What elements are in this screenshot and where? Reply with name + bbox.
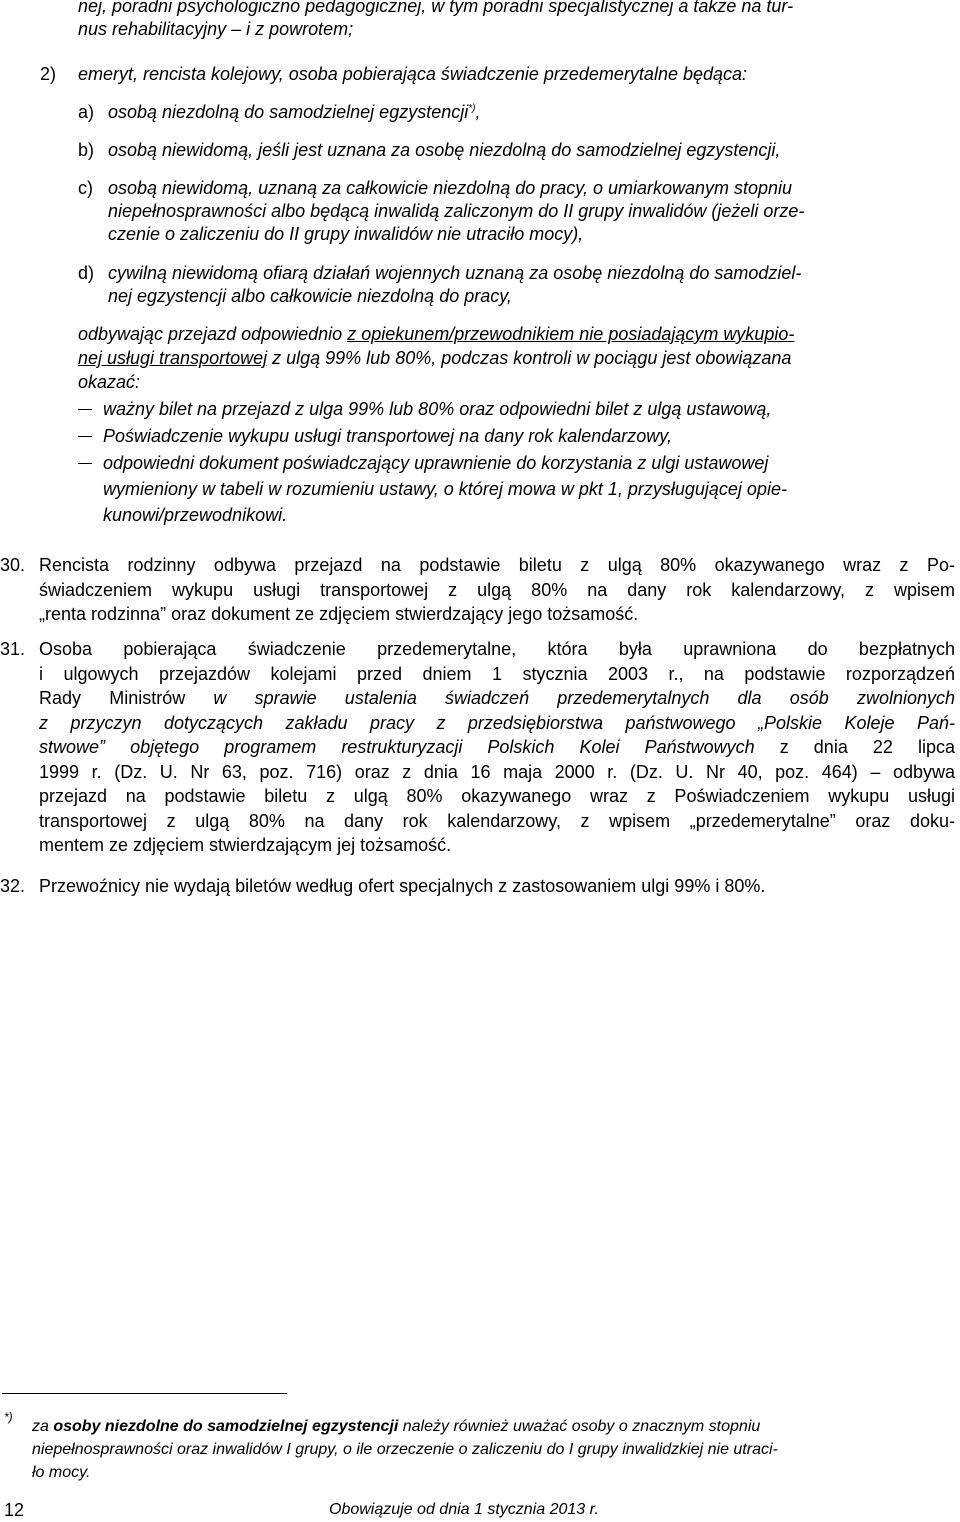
bullet-dash-3 bbox=[78, 463, 92, 464]
footnote-separator bbox=[2, 1393, 287, 1394]
subitem-b-text: osobą niewidomą, jeśli jest uznana za osobę niezdolną do samodzielnej egzystencji, bbox=[108, 140, 781, 160]
item-2-label: 2) bbox=[40, 64, 57, 84]
subitem-c-line-3: czenie o zaliczeniu do II grupy inwalidów nie utraciło mocy), bbox=[108, 224, 584, 244]
bullet-3-line-2: wymieniony w tabeli w rozumieniu ustawy, o której mowa w pkt 1, przysługującej opie- bbox=[103, 479, 787, 499]
paragraph-30: Rencista rodzinny odbywa przejazd na podstawie biletu z ulgą 80% okazywanego wraz z Po- świadczeniem wykupu usługi transportowej z ulgą 80% na dany rok kalendarzowy, z wpisem „renta rodzinna” oraz dokument ze zdjęciem stwierdzający jego tożsamość. bbox=[39, 555, 955, 624]
bullet-2: Poświadczenie wykupu usługi transportowej na dany rok kalendarzowy, bbox=[103, 426, 672, 446]
bullet-dash-2 bbox=[78, 436, 92, 437]
item-2-text: emeryt, rencista kolejowy, osoba pobierająca świadczenie przedemerytalne będąca: bbox=[78, 64, 748, 84]
subitem-c-line-1: osobą niewidomą, uznaną za całkowicie niezdolną do pracy, o umiarkowanym stopniu bbox=[108, 178, 793, 198]
bullet-1: ważny bilet na przejazd z ulga 99% lub 80% oraz odpowiedni bilet z ulgą ustawową, bbox=[103, 399, 772, 419]
bullet-dash-1 bbox=[78, 409, 92, 410]
subitem-a-label: a) bbox=[78, 102, 95, 122]
paragraph-31: Osoba pobierająca świadczenie przedemerytalne, która była uprawniona do bezpłatnych i ulgowych przejazdów kolejami przed dniem 1 stycznia 2003 r., na podstawie rozporządzeń Rady Ministrów w sprawie ustalenia świadczeń przedemerytalnych dla osób zwolnionych z przyczyn dotyczących zakładu pracy z przedsiębiorstwa państwowego „Polskie Koleje Pań- stwowe” objętego programem restrukturyzacji Polskich Kolei Państwowych z dnia 22 lipca 1999 r. (Dz. U. Nr 63, poz. 716) oraz z dnia 16 maja 2000 r. (Dz. U. Nr 40, poz. 464) – odbywa przejazd na podstawie biletu z ulgą 80% okazywanego wraz z Poświadczeniem wykupu usługi transportowej z ulgą 80% na dany rok kalendarzowy, z wpisem „przedemerytalne” oraz doku- mentem ze zdjęciem stwierdzającym jej tożsamość. bbox=[39, 639, 956, 855]
bullet-3-line-3: kunowi/przewodnikowi. bbox=[103, 505, 288, 525]
footer-validity: Obowiązuje od dnia 1 stycznia 2013 r. bbox=[329, 1501, 599, 1518]
paragraph-32: Przewoźnicy nie wydają biletów według ofert specjalnych z zastosowaniem ulgi 99% i 80%. bbox=[39, 876, 766, 896]
bullet-3-line-1: odpowiedni dokument poświadczający uprawnienie do korzystania z ulgi ustawowej bbox=[103, 453, 769, 473]
travel-line-3: okazać: bbox=[78, 372, 141, 392]
subitem-c-line-2: niepełnosprawności albo będącą inwalidą zaliczonym do II grupy inwalidów (jeżeli orze- bbox=[108, 201, 805, 221]
subitem-d-line-1: cywilną niewidomą ofiarą działań wojennych uznaną za osobę niezdolną do samodziel- bbox=[108, 263, 802, 283]
footnote-line-1: za osoby niezdolne do samodzielnej egzystencji należy również uważać osoby o znacznym stopniu bbox=[32, 1418, 761, 1435]
footnote-line-2: niepełnosprawności oraz inwalidów I grupy, o ile orzeczenie o zaliczeniu do I grupy inwalidzkiej nie utraci- bbox=[32, 1441, 778, 1458]
paragraph-32-number: 32. bbox=[0, 876, 26, 896]
travel-line-1: odbywając przejazd odpowiednio z opiekunem/przewodnikiem nie posiadającym wykupio- bbox=[78, 324, 795, 344]
paragraph-31-number: 31. bbox=[0, 639, 26, 659]
subitem-b-label: b) bbox=[78, 140, 95, 160]
subitem-d-line-2: nej egzystencji albo całkowicie niezdolną do pracy, bbox=[108, 286, 512, 306]
subitem-c-label: c) bbox=[78, 178, 93, 198]
page-number: 12 bbox=[4, 1500, 25, 1520]
continuation-line-1: nej, poradni psychologiczno pedagogicznej, w tym poradni specjalistycznej a także na tur- bbox=[78, 0, 794, 16]
footnote-mark: *) bbox=[4, 1410, 13, 1424]
subitem-d-label: d) bbox=[78, 263, 95, 283]
continuation-line-2: nus rehabilitacyjny – i z powrotem; bbox=[78, 19, 354, 39]
subitem-a-text: osobą niezdolną do samodzielnej egzystencji*), bbox=[108, 102, 481, 122]
footnote-ref: *) bbox=[468, 103, 476, 114]
footnote-line-3: ło mocy. bbox=[32, 1464, 91, 1481]
paragraph-30-number: 30. bbox=[0, 555, 26, 575]
travel-line-2: nej usługi transportowej z ulgą 99% lub 80%, podczas kontroli w pociągu jest obowiązana bbox=[78, 348, 792, 368]
